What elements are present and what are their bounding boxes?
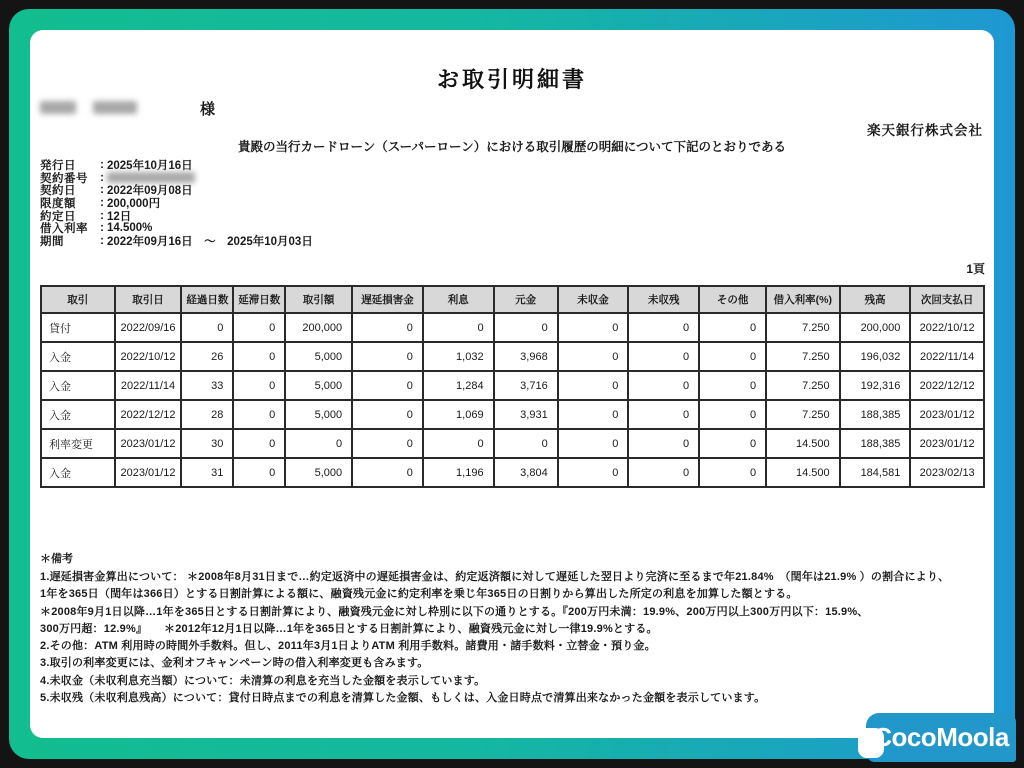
table-cell: 2022/09/16	[115, 313, 182, 342]
table-cell: 200,000	[285, 313, 352, 342]
column-header: その他	[699, 286, 766, 313]
table-cell: 7.250	[766, 371, 840, 400]
table-cell: 0	[233, 342, 285, 371]
table-row	[41, 313, 984, 342]
table-row	[41, 458, 984, 487]
table-cell: 2022/12/12	[910, 371, 984, 400]
table-cell: 2022/10/12	[115, 342, 182, 371]
meta-label: 限度額	[40, 198, 76, 211]
table-cell: 3,716	[494, 371, 558, 400]
table-cell: 0	[352, 313, 423, 342]
meta-value: 200,000円	[107, 198, 161, 211]
column-header: 残高	[840, 286, 911, 313]
meta-row	[40, 235, 313, 248]
recipient-row	[40, 98, 216, 118]
meta-value: 2025年10月16日	[107, 160, 193, 173]
column-header: 遅延損害金	[352, 286, 423, 313]
table-cell: 31	[181, 458, 233, 487]
table-cell: 1,069	[423, 400, 494, 429]
table-cell: 0	[233, 429, 285, 458]
table-cell: 2022/12/12	[115, 400, 182, 429]
table-cell: 0	[558, 429, 629, 458]
table-cell: 0	[558, 458, 629, 487]
table-cell: 0	[699, 371, 766, 400]
table-cell: 3,804	[494, 458, 558, 487]
column-header: 取引額	[285, 286, 352, 313]
table-cell: 184,581	[840, 458, 911, 487]
note-line: 1.遅延損害金算出について： ＊2008年8月31日まで…約定返済中の遅延損害金は、約定返済額に対して遅延した翌日より完済に至るまで年21.84% （閏年は21.9% ）の割合により、	[40, 571, 950, 583]
note-line: 1年を365日（閏年は366日）とする日割計算による額に、融資残元金に約定利率を乗じ年365日の日割りから算出した所定の利息を加算した額とする。	[40, 588, 798, 601]
column-header: 借入利率(%)	[766, 286, 840, 313]
meta-value: 2022年09月08日	[107, 185, 193, 198]
meta-colon: :	[100, 209, 104, 222]
table-cell: 7.250	[766, 400, 840, 429]
column-header: 延滞日数	[233, 286, 285, 313]
table-cell: 0	[558, 313, 629, 342]
table-cell: 0	[558, 342, 629, 371]
table-cell: 1,284	[423, 371, 494, 400]
meta-label: 契約日	[40, 185, 76, 198]
meta-label: 約定日	[40, 210, 76, 223]
table-cell: 0	[233, 458, 285, 487]
table-cell: 0	[628, 458, 699, 487]
meta-colon: :	[100, 197, 104, 210]
table-cell: 0	[628, 313, 699, 342]
table-cell: 2023/01/12	[910, 400, 984, 429]
document-page	[30, 30, 994, 738]
meta-label: 期間	[40, 235, 64, 248]
note-line: 2.その他：ATM 利用時の時間外手数料。但し、2011年3月1日よりATM 利用手数料。諸費用・諸手数料・立替金・預り金。	[40, 640, 656, 653]
table-cell: 0	[423, 313, 494, 342]
table-cell: 0	[699, 400, 766, 429]
table-cell: 2023/01/12	[115, 458, 182, 487]
table-row	[41, 371, 984, 400]
notes-heading: ＊備考	[40, 553, 73, 565]
table-cell: 2023/01/12	[115, 429, 182, 458]
table-cell: 0	[352, 400, 423, 429]
cocomoola-badge	[866, 713, 1016, 762]
table-cell: 3,968	[494, 342, 558, 371]
table-cell: 入金	[41, 458, 115, 487]
intro-text: 貴殿の当行カードローン（スーパーローン）における取引履歴の明細について下記のとおりである	[237, 140, 786, 154]
table-header-row	[41, 286, 984, 313]
note-line: 4.未収金（未収利息充当額）について：未清算の利息を充当した金額を表示しています。	[40, 674, 486, 687]
table-cell: 0	[352, 429, 423, 458]
redacted-recipient-surname	[40, 101, 76, 114]
table-cell: 0	[352, 371, 423, 400]
notes-section	[40, 550, 985, 706]
table-cell: 0	[699, 342, 766, 371]
table-cell: 30	[181, 429, 233, 458]
table-cell: 0	[352, 458, 423, 487]
table-row	[41, 429, 984, 458]
table-cell: 188,385	[840, 400, 911, 429]
table-cell: 2022/10/12	[910, 313, 984, 342]
meta-colon: :	[100, 234, 104, 247]
table-row	[41, 342, 984, 371]
meta-colon: :	[100, 159, 104, 172]
table-cell: 192,316	[840, 371, 911, 400]
table-cell: 7.250	[766, 342, 840, 371]
redacted-recipient-givenname	[93, 101, 137, 114]
column-header: 経過日数	[181, 286, 233, 313]
column-header: 取引日	[115, 286, 182, 313]
table-cell: 14.500	[766, 458, 840, 487]
column-header: 未収金	[558, 286, 629, 313]
column-header: 次回支払日	[910, 286, 984, 313]
transaction-table	[40, 285, 985, 488]
table-cell: 0	[699, 313, 766, 342]
meta-colon: :	[100, 184, 104, 197]
table-cell: 0	[181, 313, 233, 342]
meta-label: 借入利率	[40, 223, 88, 236]
page-number: 1頁	[966, 262, 985, 276]
meta-colon: :	[100, 171, 104, 184]
table-cell: 0	[494, 429, 558, 458]
column-header: 元金	[494, 286, 558, 313]
table-cell: 2022/11/14	[910, 342, 984, 371]
table-cell: 14.500	[766, 429, 840, 458]
page-title: お取引明細書	[436, 67, 587, 92]
meta-value: 12日	[107, 210, 132, 223]
meta-colon: :	[100, 222, 104, 235]
column-header: 取引	[41, 286, 115, 313]
notes-lines	[40, 568, 985, 706]
column-header: 未収残	[628, 286, 699, 313]
meta-value: 14.500%	[107, 222, 153, 235]
table-cell: 0	[628, 371, 699, 400]
table-cell: 5,000	[285, 371, 352, 400]
table-cell: 0	[494, 313, 558, 342]
table-cell: 0	[285, 429, 352, 458]
table-cell: 26	[181, 342, 233, 371]
table-cell: 入金	[41, 371, 115, 400]
table-cell: 0	[699, 458, 766, 487]
table-cell: 188,385	[840, 429, 911, 458]
meta-list	[40, 159, 313, 247]
table-cell: 1,032	[423, 342, 494, 371]
meta-label: 契約番号	[40, 172, 88, 185]
table-cell: 5,000	[285, 458, 352, 487]
bank-name: 楽天銀行株式会社	[867, 123, 983, 138]
table-cell: 196,032	[840, 342, 911, 371]
meta-label: 発行日	[40, 160, 76, 173]
table-cell: 0	[233, 313, 285, 342]
table-cell: 5,000	[285, 342, 352, 371]
recipient-honorific: 様	[200, 101, 216, 118]
table-cell: 0	[233, 400, 285, 429]
redacted-contract-number	[107, 172, 195, 183]
column-header: 利息	[423, 286, 494, 313]
table-cell: 33	[181, 371, 233, 400]
table-cell: 0	[558, 371, 629, 400]
table-cell: 200,000	[840, 313, 911, 342]
table-cell: 利率変更	[41, 429, 115, 458]
table-cell: 5,000	[285, 400, 352, 429]
table-cell: 0	[628, 342, 699, 371]
table-row	[41, 400, 984, 429]
table-cell: 貸付	[41, 313, 115, 342]
table-cell: 0	[558, 400, 629, 429]
note-line: 300万円超：12.9%』 ＊2012年12月1日以降…1年を365日とする日割計算により、融資残元金に対し一律19.9%とする。	[40, 622, 658, 635]
table-cell: 0	[628, 429, 699, 458]
table-cell: 28	[181, 400, 233, 429]
table-cell: 3,931	[494, 400, 558, 429]
meta-value: 2022年09月16日 ～ 2025年10月03日	[107, 235, 313, 248]
note-line: ＊2008年9月1日以降…1年を365日とする日割計算により、融資残元金に対し枠別に以下の通りとする。『200万円未満：19.9%、200万円以上300万円以下：15.9%、	[40, 605, 869, 618]
note-line: 5.未収残（未収利息残高）について：貸付日時点までの利息を清算した金額、もしくは、入金日時点で清算出来なかった金額を表示しています。	[40, 692, 766, 705]
table-cell: 0	[233, 371, 285, 400]
note-line: 3.取引の利率変更には、金利オフキャンペーン時の借入利率変更も含みます。	[40, 657, 429, 670]
cocomoola-logo-text: CocoMoola	[873, 722, 1009, 752]
table-cell: 入金	[41, 400, 115, 429]
table-cell: 入金	[41, 342, 115, 371]
table-cell: 2022/11/14	[115, 371, 182, 400]
table-cell: 0	[628, 400, 699, 429]
table-cell: 0	[699, 429, 766, 458]
table-cell: 1,196	[423, 458, 494, 487]
table-cell: 2023/02/13	[910, 458, 984, 487]
table-cell: 2023/01/12	[910, 429, 984, 458]
table-cell: 0	[352, 342, 423, 371]
table-cell: 0	[423, 429, 494, 458]
table-cell: 7.250	[766, 313, 840, 342]
